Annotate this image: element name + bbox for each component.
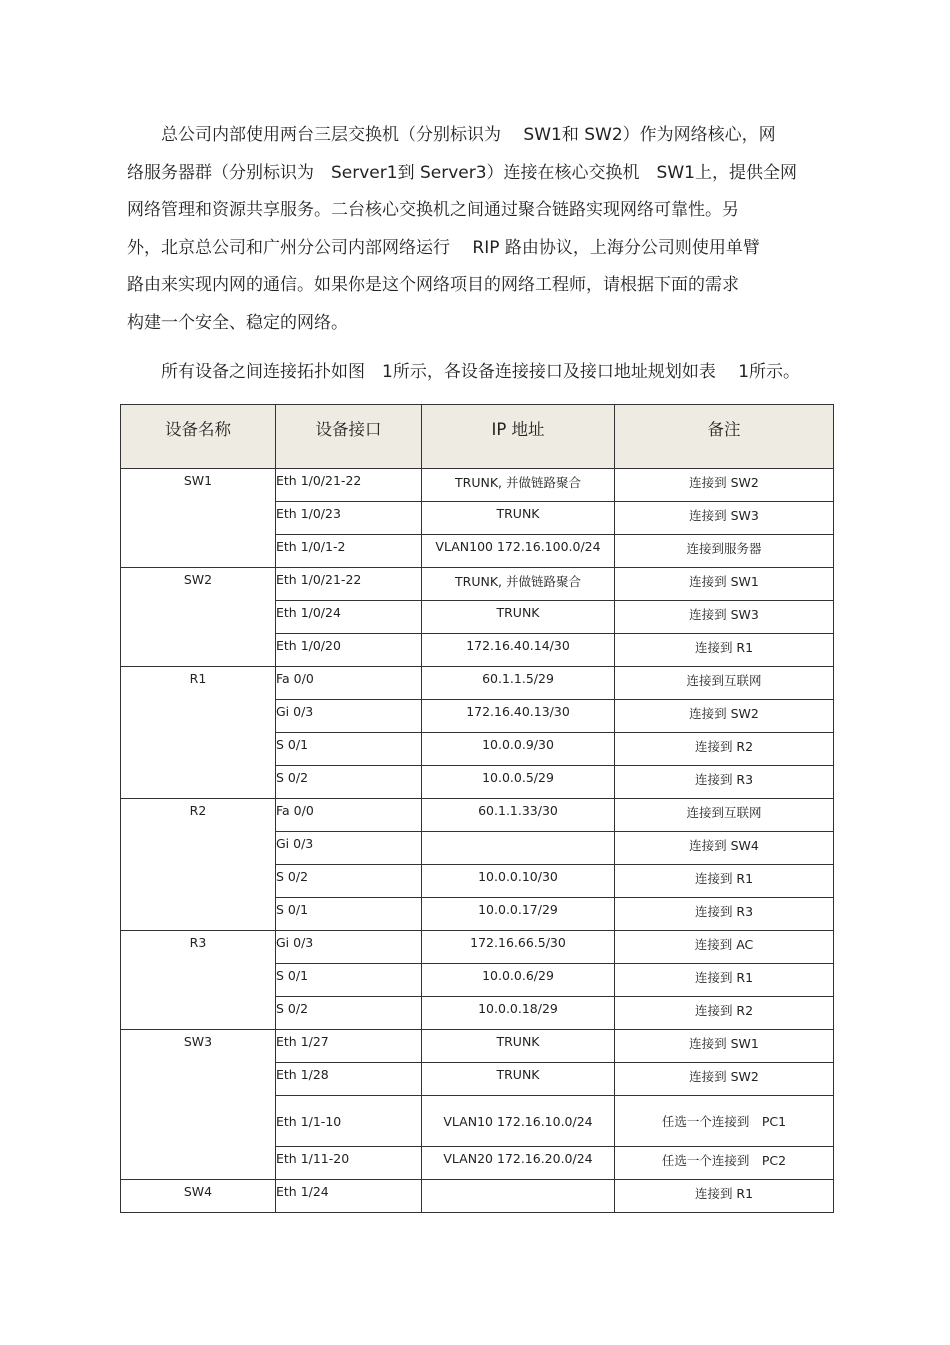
note-cell: 连接到 SW3 xyxy=(615,502,834,535)
ip-address-cell: TRUNK xyxy=(422,1063,615,1096)
note-cell: 连接到 SW1 xyxy=(615,1030,834,1063)
intro-line: 络服务器群（分别标识为 Server1到 Server3）连接在核心交换机 SW1上，提供全网 xyxy=(127,162,797,183)
ip-address-cell: 10.0.0.10/30 xyxy=(422,865,615,898)
header-interface: 设备接口 xyxy=(276,405,422,469)
interface-cell: Fa 0/0 xyxy=(276,667,422,700)
interface-plan-table xyxy=(120,404,834,1213)
note-cell: 连接到 SW3 xyxy=(615,601,834,634)
table-row xyxy=(121,1030,834,1063)
ip-address-cell xyxy=(422,1180,615,1213)
figure-reference-line: 所有设备之间连接拓扑如图 1所示，各设备连接接口及接口地址规划如表 1所示。 xyxy=(127,362,801,382)
ip-address-cell: TRUNK xyxy=(422,601,615,634)
header-ip-address: IP 地址 xyxy=(422,405,615,469)
note-cell: 任选一个连接到 PC2 xyxy=(615,1147,834,1180)
table-row xyxy=(121,469,834,502)
device-name-cell: R2 xyxy=(121,799,276,931)
header-device-name: 设备名称 xyxy=(121,405,276,469)
interface-cell: Eth 1/0/21-22 xyxy=(276,469,422,502)
device-name-cell: SW4 xyxy=(121,1180,276,1213)
interface-cell: Eth 1/28 xyxy=(276,1063,422,1096)
device-name-cell: SW2 xyxy=(121,568,276,667)
interface-cell: Gi 0/3 xyxy=(276,700,422,733)
table-row xyxy=(121,1180,834,1213)
note-cell: 连接到 R2 xyxy=(615,733,834,766)
interface-cell: Eth 1/0/20 xyxy=(276,634,422,667)
ip-address-cell: 172.16.66.5/30 xyxy=(422,931,615,964)
ip-address-cell: 10.0.0.6/29 xyxy=(422,964,615,997)
interface-cell: Gi 0/3 xyxy=(276,832,422,865)
ip-address-cell: 10.0.0.5/29 xyxy=(422,766,615,799)
ip-address-cell: VLAN100 172.16.100.0/24 xyxy=(422,535,615,568)
ip-address-cell: 10.0.0.17/29 xyxy=(422,898,615,931)
table-row xyxy=(121,931,834,964)
table-row xyxy=(121,568,834,601)
device-name-cell: R3 xyxy=(121,931,276,1030)
intro-line: 构建一个安全、稳定的网络。 xyxy=(127,312,348,333)
figure-reference-paragraph xyxy=(127,354,827,392)
interface-cell: S 0/1 xyxy=(276,898,422,931)
note-cell: 连接到 SW1 xyxy=(615,568,834,601)
interface-cell: Eth 1/1-10 xyxy=(276,1096,422,1147)
interface-cell: Eth 1/24 xyxy=(276,1180,422,1213)
interface-cell: S 0/2 xyxy=(276,865,422,898)
note-cell: 连接到 SW2 xyxy=(615,469,834,502)
ip-address-cell xyxy=(422,832,615,865)
intro-line: 网络管理和资源共享服务。二台核心交换机之间通过聚合链路实现网络可靠性。另 xyxy=(127,200,739,221)
device-name-cell: SW3 xyxy=(121,1030,276,1180)
intro-line: 路由来实现内网的通信。如果你是这个网络项目的网络工程师，请根据下面的需求 xyxy=(127,275,739,296)
note-cell: 连接到互联网 xyxy=(615,667,834,700)
intro-line: 外，北京总公司和广州分公司内部网络运行 RIP 路由协议，上海分公司则使用单臂 xyxy=(127,237,760,258)
ip-address-cell: TRUNK, 并做链路聚合 xyxy=(422,568,615,601)
ip-address-cell: VLAN10 172.16.10.0/24 xyxy=(422,1096,615,1147)
table-header-row xyxy=(121,405,834,469)
note-cell: 连接到服务器 xyxy=(615,535,834,568)
ip-address-cell: 60.1.1.33/30 xyxy=(422,799,615,832)
table-row xyxy=(121,799,834,832)
ip-address-cell: 10.0.0.18/29 xyxy=(422,997,615,1030)
device-name-cell: SW1 xyxy=(121,469,276,568)
note-cell: 连接到 R1 xyxy=(615,634,834,667)
interface-cell: S 0/1 xyxy=(276,964,422,997)
note-cell: 连接到 SW2 xyxy=(615,700,834,733)
note-cell: 连接到 R3 xyxy=(615,766,834,799)
ip-address-cell: TRUNK, 并做链路聚合 xyxy=(422,469,615,502)
interface-cell: Eth 1/11-20 xyxy=(276,1147,422,1180)
header-note: 备注 xyxy=(615,405,834,469)
ip-address-cell: VLAN20 172.16.20.0/24 xyxy=(422,1147,615,1180)
ip-address-cell: TRUNK xyxy=(422,502,615,535)
ip-address-cell: 172.16.40.14/30 xyxy=(422,634,615,667)
interface-cell: Eth 1/0/24 xyxy=(276,601,422,634)
note-cell: 连接到 R1 xyxy=(615,1180,834,1213)
note-cell: 连接到 SW4 xyxy=(615,832,834,865)
table-row xyxy=(121,667,834,700)
note-cell: 连接到 R1 xyxy=(615,964,834,997)
interface-cell: Eth 1/0/21-22 xyxy=(276,568,422,601)
interface-cell: Eth 1/0/1-2 xyxy=(276,535,422,568)
intro-line: 总公司内部使用两台三层交换机（分别标识为 SW1和 SW2）作为网络核心，网 xyxy=(127,125,776,145)
interface-cell: Eth 1/27 xyxy=(276,1030,422,1063)
note-cell: 连接到 R3 xyxy=(615,898,834,931)
ip-address-cell: 172.16.40.13/30 xyxy=(422,700,615,733)
interface-cell: Eth 1/0/23 xyxy=(276,502,422,535)
note-cell: 连接到 R2 xyxy=(615,997,834,1030)
note-cell: 连接到 AC xyxy=(615,931,834,964)
table-body xyxy=(121,469,834,1213)
ip-address-cell: 60.1.1.5/29 xyxy=(422,667,615,700)
interface-cell: S 0/2 xyxy=(276,997,422,1030)
ip-address-cell: TRUNK xyxy=(422,1030,615,1063)
interface-cell: Gi 0/3 xyxy=(276,931,422,964)
note-cell: 连接到互联网 xyxy=(615,799,834,832)
note-cell: 连接到 SW2 xyxy=(615,1063,834,1096)
device-name-cell: R1 xyxy=(121,667,276,799)
interface-cell: Fa 0/0 xyxy=(276,799,422,832)
note-cell: 任选一个连接到 PC1 xyxy=(615,1096,834,1147)
interface-cell: S 0/1 xyxy=(276,733,422,766)
note-cell: 连接到 R1 xyxy=(615,865,834,898)
interface-cell: S 0/2 xyxy=(276,766,422,799)
intro-paragraph xyxy=(127,117,827,343)
ip-address-cell: 10.0.0.9/30 xyxy=(422,733,615,766)
